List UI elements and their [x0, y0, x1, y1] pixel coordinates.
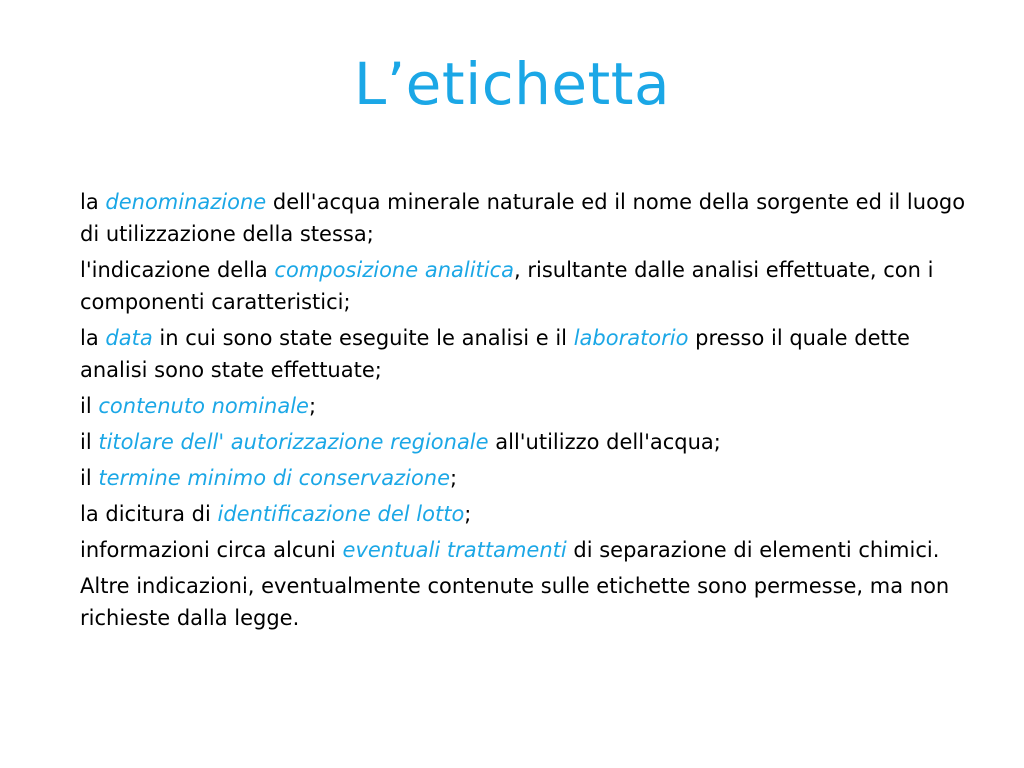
- highlighted-term: titolare dell' autorizzazione regionale: [98, 430, 489, 454]
- paragraph-text: , risultante dalle analisi effettuate, con i componenti caratteristici;: [80, 258, 934, 314]
- body-paragraph: [80, 534, 980, 566]
- slide-title: L’etichetta: [353, 50, 671, 118]
- paragraph-text: l'indicazione della: [80, 258, 275, 282]
- slide-body: [80, 186, 980, 638]
- body-paragraph: [80, 390, 980, 422]
- body-paragraph: [80, 462, 980, 494]
- paragraph-text: il: [80, 466, 99, 490]
- paragraph-text: ;: [464, 502, 472, 526]
- highlighted-term: denominazione: [105, 190, 267, 214]
- paragraph-text: la: [80, 190, 106, 214]
- paragraph-text: presso il quale dette analisi sono state effettuate;: [80, 326, 910, 382]
- paragraph-text: la dicitura di: [80, 502, 218, 526]
- body-paragraph: [80, 186, 980, 250]
- paragraph-text: ;: [308, 394, 317, 418]
- paragraph-text: informazioni circa alcuni: [80, 538, 343, 562]
- highlighted-term: composizione analitica: [274, 258, 515, 282]
- body-paragraph: [80, 322, 980, 386]
- paragraph-text: in cui sono state eseguite le analisi e il: [152, 326, 574, 350]
- highlighted-term: termine minimo di conservazione: [98, 466, 451, 490]
- body-paragraph: [80, 570, 980, 634]
- paragraph-text: all'utilizzo dell'acqua;: [488, 430, 721, 454]
- highlighted-term: laboratorio: [573, 326, 689, 350]
- paragraph-text: la: [80, 326, 106, 350]
- paragraph-text: di separazione di elementi chimici.: [566, 538, 940, 562]
- paragraph-text: il: [80, 430, 99, 454]
- body-paragraph: [80, 498, 980, 530]
- highlighted-term: eventuali trattamenti: [342, 538, 567, 562]
- highlighted-term: data: [105, 326, 153, 350]
- body-paragraph: [80, 426, 980, 458]
- paragraph-text: Altre indicazioni, eventualmente contenute sulle etichette sono permesse, ma non richieste dalla legge.: [80, 574, 950, 630]
- paragraph-text: dell'acqua minerale naturale ed il nome della sorgente ed il luogo di utilizzazione della stessa;: [80, 190, 966, 246]
- highlighted-term: identificazione del lotto: [217, 502, 465, 526]
- paragraph-text: ;: [450, 466, 458, 490]
- body-paragraph: [80, 254, 980, 318]
- paragraph-text: il: [80, 394, 99, 418]
- highlighted-term: contenuto nominale: [98, 394, 309, 418]
